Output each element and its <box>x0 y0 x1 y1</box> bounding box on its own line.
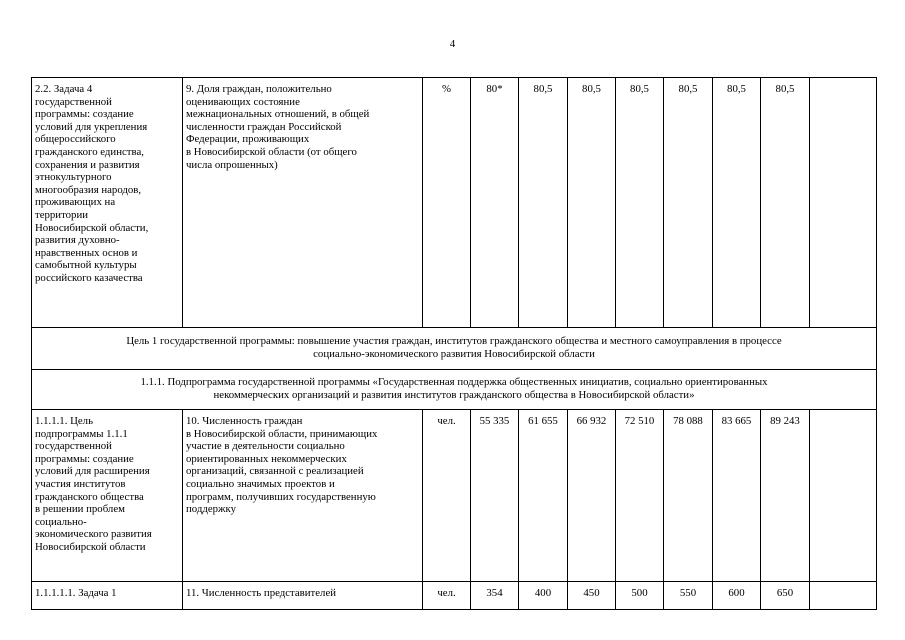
value-cell: 550 <box>664 582 713 610</box>
indicator-text: 10. Численность граждан в Новосибирской области, принимающих участие в деятельности социально ориентированных некоммерческих организаций, связанной с реализацией социально значимых проектов и программ, получивших государственную поддержку <box>186 415 378 516</box>
table-row <box>32 78 877 328</box>
note-cell <box>810 582 877 610</box>
value-cell: 80,5 <box>616 78 664 328</box>
page-number: 4 <box>449 38 456 50</box>
task-text: 1.1.1.1. Цель подпрограммы 1.1.1 государственной программы: создание условий для расширения участия институтов гражданского общества в решении проблем социально- экономического развития Новосибирской области <box>35 415 152 553</box>
value-cell: 61 655 <box>519 410 568 582</box>
value-cell: 450 <box>568 582 616 610</box>
value-cell: 78 088 <box>664 410 713 582</box>
value-cell: 80,5 <box>713 78 761 328</box>
value-cell: 72 510 <box>616 410 664 582</box>
note-cell <box>810 410 877 582</box>
indicators-table <box>31 77 877 610</box>
goal-text: Цель 1 государственной программы: повышение участия граждан, институтов гражданского общества и местного самоуправления в процессе социально-экономического развития Новосибирской области <box>126 335 782 360</box>
subprogram-text: 1.1.1. Подпрограмма государственной программы «Государственная поддержка общественных инициатив, социально ориентированных некоммерческих организаций и развития институтов гражданского общества в Новосибирской области» <box>140 376 768 401</box>
value-cell: 55 335 <box>471 410 519 582</box>
subprogram-row-cell <box>32 370 877 410</box>
unit-cell: чел. <box>423 582 471 610</box>
note-cell <box>810 78 877 328</box>
table-row <box>32 582 877 610</box>
value-cell: 89 243 <box>761 410 810 582</box>
indicator-cell <box>183 410 423 582</box>
table-row <box>32 328 877 370</box>
goal-row-cell <box>32 328 877 370</box>
indicator-text: 11. Численность представителей <box>186 587 337 599</box>
value-cell: 650 <box>761 582 810 610</box>
value-cell: 400 <box>519 582 568 610</box>
task-text: 1.1.1.1.1. Задача 1 <box>35 587 117 599</box>
value-cell: 80* <box>471 78 519 328</box>
value-cell: 500 <box>616 582 664 610</box>
value-cell: 600 <box>713 582 761 610</box>
unit-cell: % <box>423 78 471 328</box>
table-row <box>32 370 877 410</box>
task-cell <box>32 582 183 610</box>
value-cell: 354 <box>471 582 519 610</box>
indicator-cell <box>183 78 423 328</box>
value-cell: 80,5 <box>664 78 713 328</box>
value-cell: 80,5 <box>519 78 568 328</box>
task-cell <box>32 410 183 582</box>
value-cell: 66 932 <box>568 410 616 582</box>
indicator-text: 9. Доля граждан, положительно оценивающих состояние межнациональных отношений, в общей численности граждан Российской Федерации, проживающих в Новосибирской области (от общего числа опрошенных) <box>186 83 370 171</box>
value-cell: 83 665 <box>713 410 761 582</box>
indicator-cell <box>183 582 423 610</box>
unit-cell: чел. <box>423 410 471 582</box>
value-cell: 80,5 <box>568 78 616 328</box>
task-text: 2.2. Задача 4 государственной программы: создание условий для укрепления общероссийского гражданского единства, сохранения и развития этнокультурного многообразия народов, проживающих на территории Новосибирской области, развития духовно- нравственных основ и самобытной культуры российского казачества <box>35 83 149 284</box>
value-cell: 80,5 <box>761 78 810 328</box>
task-cell <box>32 78 183 328</box>
table-row <box>32 410 877 582</box>
